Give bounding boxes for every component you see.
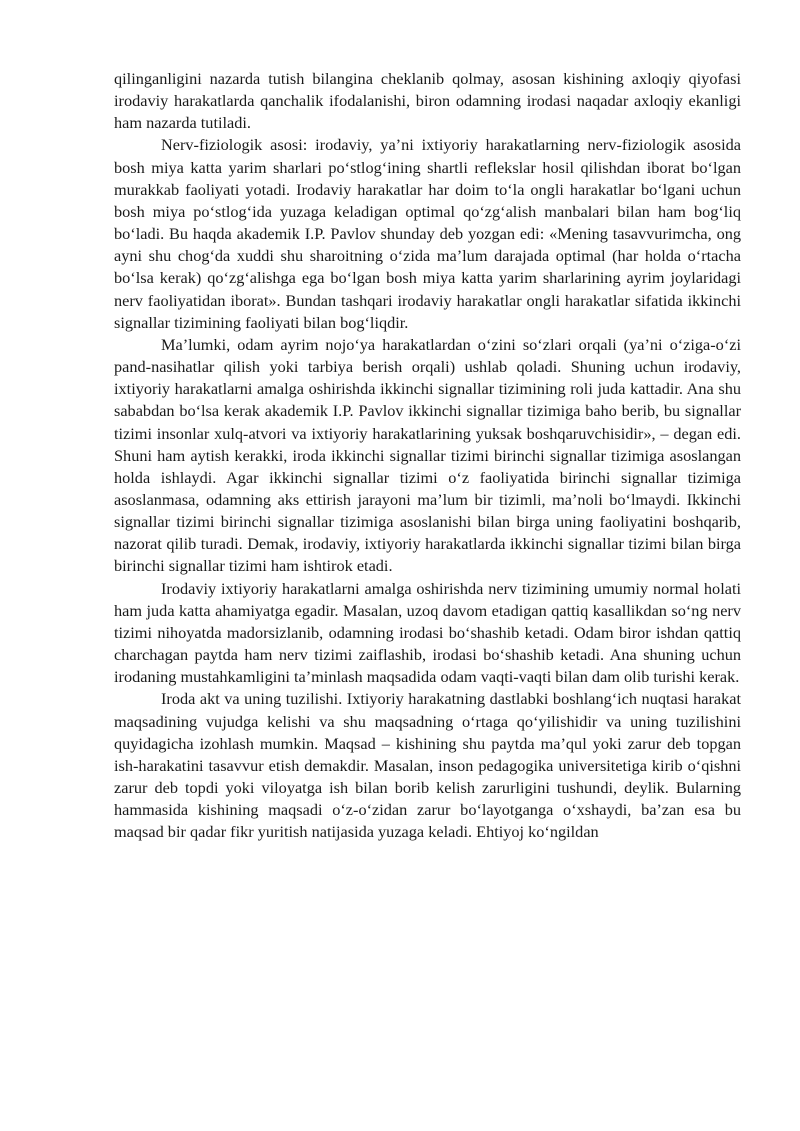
paragraph-nervous-system-state: Irodaviy ixtiyoriy harakatlarni amalga oshirishda nerv tizimining umumiy normal holati ham juda katta ahamiyatga egadir. Masalan, uzoq davom etadigan qattiq kasallikdan so‘ng nerv tizimi nihoyatda madorsizlanib, odamning irodasi bo‘shashib ketadi. Odam biror ishdan qattiq charchagan paytda ham nerv tizimi zaiflashib, irodasi bo‘shashib ketadi. Ana shuning uchun irodaning mustahkamligini ta’minlash maqsadida odam vaqti-vaqti bilan dam olib turishi kerak. (114, 578, 741, 687)
paragraph-continuation: qilinganligini nazarda tutish bilangina cheklanib qolmay, asosan kishining axloqiy qiyofasi irodaviy harakatlarda qanchalik ifodalanishi, biron odamning irodasi naqadar axloqiy ekanligi ham nazarda tutiladi. (114, 69, 741, 133)
paragraph-will-act-structure: Iroda akt va uning tuzilishi. Ixtiyoriy harakatning dastlabki boshlang‘ich nuqtasi harakat maqsadining vujudga kelishi va shu maqsadning o‘rtaga qo‘yilishidir va uning tuzilishini quyidagicha izohlash mumkin. Maqsad – kishining shu paytda ma’qul yoki zarur deb topgan ish-harakatini tasavvur etish demakdir. Masalan, inson pedagogika universitetiga kirib o‘qishni zarur deb topdi yoki viloyatga ish bilan borib kelish zarurligini tushundi, deylik. Bularning hammasida kishining maqsadi o‘z-o‘zidan zarur bo‘layotganga o‘xshaydi, ba’zan esa bu maqsad bir qadar fikr yuritish natijasida yuzaga keladi. Ehtiyoj ko‘ngildan (114, 689, 741, 842)
paragraph-second-signal-system: Ma’lumki, odam ayrim nojo‘ya harakatlardan o‘zini so‘zlari orqali (ya’ni o‘ziga-o‘zi pand-nasihatlar qilish yoki tarbiya berish orqali) ushlab qoladi. Shuning uchun irodaviy, ixtiyoriy harakatlarni amalga oshirishda ikkinchi signallar tizimining roli juda kattadir. Ana shu sababdan bo‘lsa kerak akademik I.P. Pavlov ikkinchi signallar tizimiga baho berib, bu signallar tizimi insonlar xulq-atvori va ixtiyoriy harakatlarining yuksak boshqaruvchisidir», – degan edi. Shuni ham aytish kerakki, iroda ikkinchi signallar tizimi birinchi signallar tizimiga asoslangan holda ishlaydi. Agar ikkinchi signallar tizimi o‘z faoliyatida birinchi signallar tizimiga asoslanmasa, odamning aks ettirish jarayoni ma’lum bir tizimli, ma’noli bo‘lmaydi. Ikkinchi signallar tizimi birinchi signallar tizimiga asoslanishi bilan birga uning faoliyatini boshqarib, nazorat qilib turadi. Demak, irodaviy, ixtiyoriy harakatlarda ikkinchi signallar tizimi bilan birga birinchi signallar tizimi ham ishtirok etadi. (114, 334, 741, 576)
document-page (114, 68, 741, 843)
paragraph-nerve-physiology: Nerv-fiziologik asosi: irodaviy, ya’ni ixtiyoriy harakatlarning nerv-fiziologik asosida bosh miya katta yarim sharlari po‘stlog‘ining shartli reflekslar hosil qilishdan iborat bo‘lgan murakkab faoliyati yotadi. Irodaviy harakatlar har doim to‘la ongli harakatlar bo‘lgani uchun bosh miya po‘stlog‘ida yuzaga keladigan optimal qo‘zg‘alish manbalari bilan ham bog‘liq bo‘ladi. Bu haqda akademik I.P. Pavlov shunday deb yozgan edi: «Mening tasavvurimcha, ong ayni shu chog‘da xuddi shu sharoitning o‘zida ma’lum darajada optimal (har holda o‘rtacha bo‘lsa kerak) qo‘zg‘alishga ega bo‘lgan bosh miya katta yarim sharlarining ayrim joylaridagi nerv faoliyatidan iborat». Bundan tashqari irodaviy harakatlar ongli harakatlar sifatida ikkinchi signallar tizimining faoliyati bilan bog‘liqdir. (114, 135, 741, 332)
